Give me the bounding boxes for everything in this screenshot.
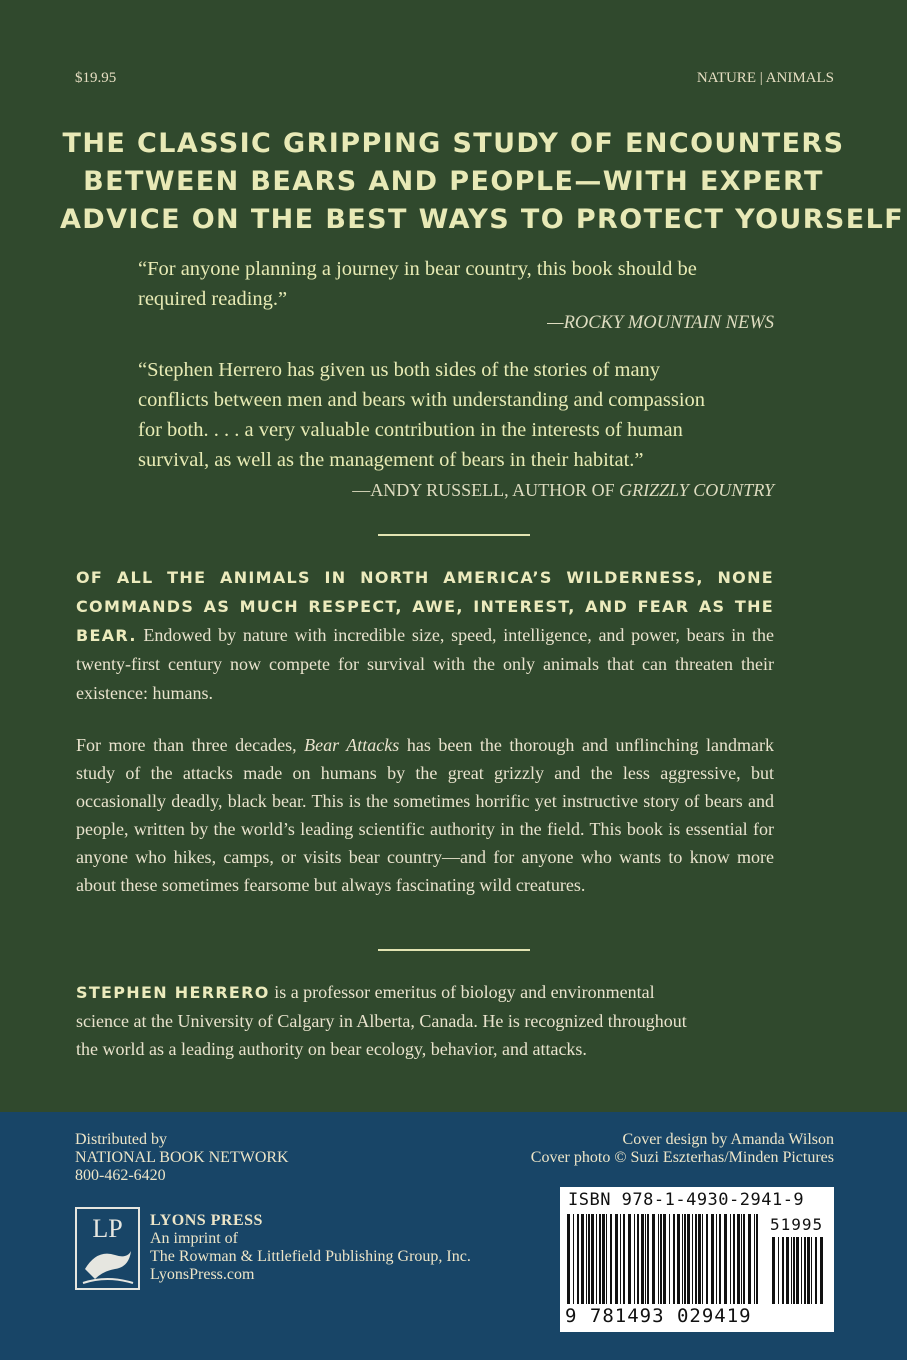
barcode-bar xyxy=(706,1214,708,1304)
author-name: STEPHEN HERRERO xyxy=(76,983,270,1002)
barcode-bar xyxy=(602,1214,605,1304)
barcode-bar xyxy=(820,1237,823,1304)
barcode-bar xyxy=(791,1237,792,1304)
logo-letters: LP xyxy=(92,1214,123,1243)
barcode-bar xyxy=(793,1237,795,1304)
barcode-bar xyxy=(663,1214,666,1304)
headline-line: THE CLASSIC GRIPPING STUDY OF ENCOUNTERS xyxy=(62,128,845,159)
barcode-bar xyxy=(807,1237,810,1304)
description-p2-before: For more than three decades, xyxy=(76,735,305,755)
headline-line: ADVICE ON THE BEST WAYS TO PROTECT YOURSELF xyxy=(60,204,905,235)
isbn-text: ISBN 978-1-4930-2941-9 xyxy=(568,1190,805,1210)
barcode-bar xyxy=(801,1237,802,1304)
distributor-phone: 800-462-6420 xyxy=(75,1167,166,1184)
barcode-bar xyxy=(754,1214,755,1304)
barcode-bar xyxy=(620,1214,621,1304)
barcode-bar xyxy=(606,1214,607,1304)
description-paragraph-2 xyxy=(76,731,774,899)
barcode-bar xyxy=(698,1214,701,1304)
headline xyxy=(60,125,905,239)
barcode-bar xyxy=(637,1214,639,1304)
barcode-bar xyxy=(634,1214,635,1304)
barcode-bar xyxy=(673,1214,675,1304)
ean-barcode xyxy=(565,1214,760,1304)
barcode-bar xyxy=(586,1214,587,1304)
barcode-bar xyxy=(581,1214,584,1304)
barcode-bar xyxy=(623,1214,625,1304)
price-label: $19.95 xyxy=(75,70,117,86)
barcode-bar xyxy=(687,1214,690,1304)
description-paragraph-1 xyxy=(76,563,774,708)
barcode-bar xyxy=(669,1214,670,1304)
barcode-bar xyxy=(702,1214,703,1304)
description-lead-rest: Endowed by nature with incredible size, speed, intelligence, and power, bears in the twenty-first century now compete for survival with the only animals that can threaten their existence: humans. xyxy=(76,625,774,703)
quote-line: survival, as well as the management of bears in their habitat.” xyxy=(138,449,644,471)
divider-rule xyxy=(378,534,530,536)
ean-digits: 9 781493 029419 xyxy=(565,1305,752,1327)
quote-attribution xyxy=(138,475,774,505)
distributor-info xyxy=(75,1131,289,1185)
barcode-bar xyxy=(573,1214,574,1304)
attribution-author: —ANDY RUSSELL, AUTHOR OF xyxy=(352,480,620,500)
barcode-bar xyxy=(796,1237,799,1304)
barcode-bar xyxy=(660,1214,662,1304)
cover-credits xyxy=(531,1131,834,1167)
price-addon-digits: 51995 xyxy=(770,1215,824,1234)
attribution-book-title: GRIZZLY COUNTRY xyxy=(619,480,774,500)
parent-company: The Rowman & Littlefield Publishing Group, Inc. xyxy=(150,1248,471,1265)
quote-attribution: —ROCKY MOUNTAIN NEWS xyxy=(547,313,774,333)
review-quote-1 xyxy=(138,254,774,338)
quote-line: “For anyone planning a journey in bear country, this book should be xyxy=(138,258,697,280)
barcode-bar xyxy=(778,1237,779,1304)
barcode-bar xyxy=(756,1214,758,1304)
headline-line: BETWEEN BEARS AND PEOPLE—WITH EXPERT xyxy=(83,166,824,197)
barcode-bar xyxy=(692,1214,693,1304)
barcode-bar xyxy=(733,1214,735,1304)
barcode-bar xyxy=(786,1237,789,1304)
description-p2-after: has been the thorough and unflinching landmark study of the attacks made on humans by the great grizzly and the less aggressive, but occasionally deadly, black bear. This is the sometimes horrific yet instructive story of bears and people, written by the world’s leading scientific authority in the field. This book is essential for anyone who hikes, camps, or visits bear country—and for anyone who wants to know more about these sometimes fearsome but always fascinating wild creatures. xyxy=(76,735,774,895)
barcode-bar xyxy=(782,1237,784,1304)
barcode-bar xyxy=(610,1214,612,1304)
barcode-bar xyxy=(804,1237,806,1304)
barcode-bar xyxy=(591,1214,594,1304)
publisher-info xyxy=(150,1212,471,1284)
barcode-bar xyxy=(711,1214,714,1304)
barcode-bar xyxy=(658,1214,659,1304)
book-title-inline: Bear Attacks xyxy=(304,735,400,755)
barcode-bar xyxy=(641,1214,644,1304)
distributed-by-label: Distributed by xyxy=(75,1131,167,1148)
barcode-bar xyxy=(815,1237,817,1304)
barcode-bar xyxy=(748,1214,751,1304)
publisher-name: LYONS PRESS xyxy=(150,1212,263,1229)
barcode-bar xyxy=(645,1214,646,1304)
quote-line: conflicts between men and bears with understanding and compassion xyxy=(138,389,706,411)
barcode-bar xyxy=(682,1214,683,1304)
barcode-bar xyxy=(577,1214,579,1304)
barcode-bar xyxy=(628,1214,631,1304)
quote-line: required reading.” xyxy=(138,288,288,310)
barcode-bar xyxy=(599,1214,601,1304)
price-addon-barcode xyxy=(770,1237,828,1304)
barcode-bar xyxy=(719,1214,721,1304)
barcode-bar xyxy=(677,1214,680,1304)
author-bio xyxy=(76,978,696,1063)
barcode-bar xyxy=(652,1214,655,1304)
lyons-press-logo xyxy=(75,1207,140,1290)
barcode-bar xyxy=(567,1214,570,1304)
distributor-name: NATIONAL BOOK NETWORK xyxy=(75,1149,289,1166)
quote-line: “Stephen Herrero has given us both sides of the stories of many xyxy=(138,359,661,381)
barcode-bar xyxy=(730,1214,731,1304)
author-bio-text: is a professor emeritus of biology and environmental science at the University of Calgary in Alberta, Canada. He is recognized throughout the world as a leading authority on bear ecology, behavior, and attacks. xyxy=(76,982,687,1059)
description-lead-caps: OF ALL THE ANIMALS IN NORTH AMERICA’S WILDERNESS, NONE COMMANDS AS MUCH RESPECT, AWE, INTEREST, AND FEAR AS THE BEAR. xyxy=(76,568,774,645)
quote-line: for both. . . . a very valuable contribution in the interests of human xyxy=(138,419,683,441)
cover-design-credit: Cover design by Amanda Wilson xyxy=(622,1131,834,1148)
barcode-bar xyxy=(741,1214,742,1304)
category-label: NATURE | ANIMALS xyxy=(696,70,834,86)
publisher-website: LyonsPress.com xyxy=(150,1266,255,1283)
barcode-bar xyxy=(743,1214,745,1304)
divider-rule xyxy=(378,949,530,951)
barcode-bar xyxy=(684,1214,686,1304)
cover-photo-credit: Cover photo © Suzi Eszterhas/Minden Pictures xyxy=(530,1149,834,1166)
barcode-bar xyxy=(716,1214,717,1304)
barcode-bar xyxy=(615,1214,618,1304)
review-quote-2 xyxy=(138,355,774,505)
barcode-bar xyxy=(596,1214,597,1304)
barcode-bar xyxy=(588,1214,590,1304)
imprint-label: An imprint of xyxy=(150,1230,238,1247)
barcode-bar xyxy=(737,1214,740,1304)
barcode-bar xyxy=(724,1214,727,1304)
barcode-bar xyxy=(772,1237,775,1304)
barcode-bar xyxy=(695,1214,697,1304)
barcode-bar xyxy=(811,1237,812,1304)
barcode-bar xyxy=(647,1214,649,1304)
